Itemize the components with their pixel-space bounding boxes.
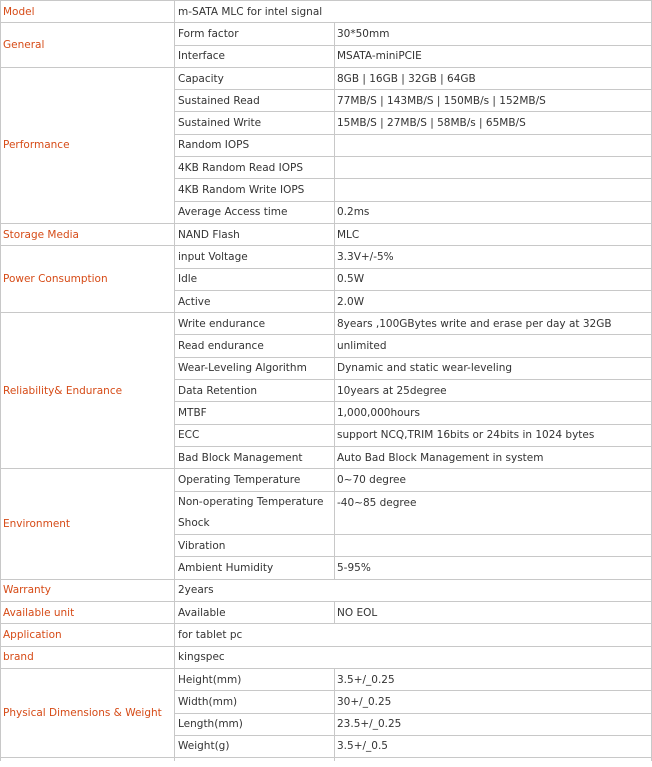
spec-value: 3.3V+/-5% <box>335 246 652 268</box>
spec-value: 15MB/S | 27MB/S | 58MB/s | 65MB/S <box>335 112 652 134</box>
spec-value: 1,000,000hours <box>335 402 652 424</box>
spec-name: ECC <box>175 424 335 446</box>
spec-name: MTBF <box>175 402 335 424</box>
spec-value: 8GB | 16GB | 32GB | 64GB <box>335 67 652 89</box>
category-brand: brand <box>1 646 175 668</box>
spec-value: 2.0W <box>335 290 652 312</box>
spec-value: Dynamic and static wear-leveling <box>335 357 652 379</box>
row-available-unit <box>1 602 652 624</box>
spec-value: 3.5+/_0.25 <box>335 668 652 690</box>
spec-value: 30+/_0.25 <box>335 691 652 713</box>
spec-value <box>335 535 652 557</box>
spec-name: Wear-Leveling Algorithm <box>175 357 335 379</box>
spec-name: Sustained Write <box>175 112 335 134</box>
spec-name: Ambient Humidity <box>175 557 335 579</box>
row-write-endurance <box>1 313 652 335</box>
spec-name: 4KB Random Read IOPS <box>175 157 335 179</box>
spec-name: Height(mm) <box>175 668 335 690</box>
category-reliability: Reliability& Endurance <box>1 313 175 469</box>
spec-name: Idle <box>175 268 335 290</box>
model-value: m-SATA MLC for intel signal <box>175 1 652 23</box>
spec-name: Write endurance <box>175 313 335 335</box>
spec-value: NO EOL <box>335 602 652 624</box>
category-application: Application <box>1 624 175 646</box>
spec-name: 4KB Random Write IOPS <box>175 179 335 201</box>
spec-name: Operating Temperature <box>175 469 335 491</box>
spec-value: 23.5+/_0.25 <box>335 713 652 735</box>
spec-name: Non-operating Temperature <box>175 491 335 513</box>
row-input-voltage <box>1 246 652 268</box>
spec-name: Form factor <box>175 23 335 45</box>
trailing-cell <box>335 758 652 762</box>
spec-value: Auto Bad Block Management in system <box>335 446 652 468</box>
category-physical: Physical Dimensions & Weight <box>1 668 175 757</box>
spec-name: Available <box>175 602 335 624</box>
spec-value: MSATA-miniPCIE <box>335 45 652 67</box>
spec-name: Sustained Read <box>175 90 335 112</box>
row-height <box>1 668 652 690</box>
spec-name: Capacity <box>175 67 335 89</box>
spec-value: 8years ,100GBytes write and erase per day at 32GB <box>335 313 652 335</box>
brand-value: kingspec <box>175 646 652 668</box>
spec-name: Weight(g) <box>175 735 335 757</box>
spec-value: unlimited <box>335 335 652 357</box>
category-storage-media: Storage Media <box>1 223 175 245</box>
spec-name: Read endurance <box>175 335 335 357</box>
row-model <box>1 1 652 23</box>
spec-name: Random IOPS <box>175 134 335 156</box>
spec-value: 0.2ms <box>335 201 652 223</box>
category-power: Power Consumption <box>1 246 175 313</box>
spec-name: Bad Block Management <box>175 446 335 468</box>
spec-value: 10years at 25degree <box>335 380 652 402</box>
spec-value: 0.5W <box>335 268 652 290</box>
category-environment: Environment <box>1 469 175 579</box>
row-trailing <box>1 758 652 762</box>
category-general: General <box>1 23 175 68</box>
spec-value <box>335 134 652 156</box>
row-application <box>1 624 652 646</box>
category-model: Model <box>1 1 175 23</box>
spec-value: 5-95% <box>335 557 652 579</box>
row-capacity <box>1 67 652 89</box>
spec-name: Data Retention <box>175 380 335 402</box>
spec-name: Average Access time <box>175 201 335 223</box>
spec-value: 77MB/S | 143MB/S | 150MB/s | 152MB/S <box>335 90 652 112</box>
application-value: for tablet pc <box>175 624 652 646</box>
spec-value: support NCQ,TRIM 16bits or 24bits in 1024 bytes <box>335 424 652 446</box>
category-available-unit: Available unit <box>1 602 175 624</box>
row-brand <box>1 646 652 668</box>
spec-name: Shock <box>175 513 335 535</box>
row-storage-media <box>1 223 652 245</box>
spec-name: Vibration <box>175 535 335 557</box>
category-warranty: Warranty <box>1 579 175 601</box>
spec-name: NAND Flash <box>175 223 335 245</box>
spec-value: 30*50mm <box>335 23 652 45</box>
category-performance: Performance <box>1 67 175 223</box>
trailing-cell <box>175 758 335 762</box>
row-operating-temp <box>1 469 652 491</box>
spec-value: 0~70 degree <box>335 469 652 491</box>
spec-value: MLC <box>335 223 652 245</box>
spec-name: input Voltage <box>175 246 335 268</box>
warranty-value: 2years <box>175 579 652 601</box>
spec-name: Interface <box>175 45 335 67</box>
row-form-factor <box>1 23 652 45</box>
spec-name: Width(mm) <box>175 691 335 713</box>
spec-value: 3.5+/_0.5 <box>335 735 652 757</box>
spec-name: Length(mm) <box>175 713 335 735</box>
row-warranty <box>1 579 652 601</box>
trailing-cell <box>1 758 175 762</box>
spec-value <box>335 157 652 179</box>
spec-value: -40~85 degree <box>335 491 652 535</box>
spec-value <box>335 179 652 201</box>
spec-name: Active <box>175 290 335 312</box>
